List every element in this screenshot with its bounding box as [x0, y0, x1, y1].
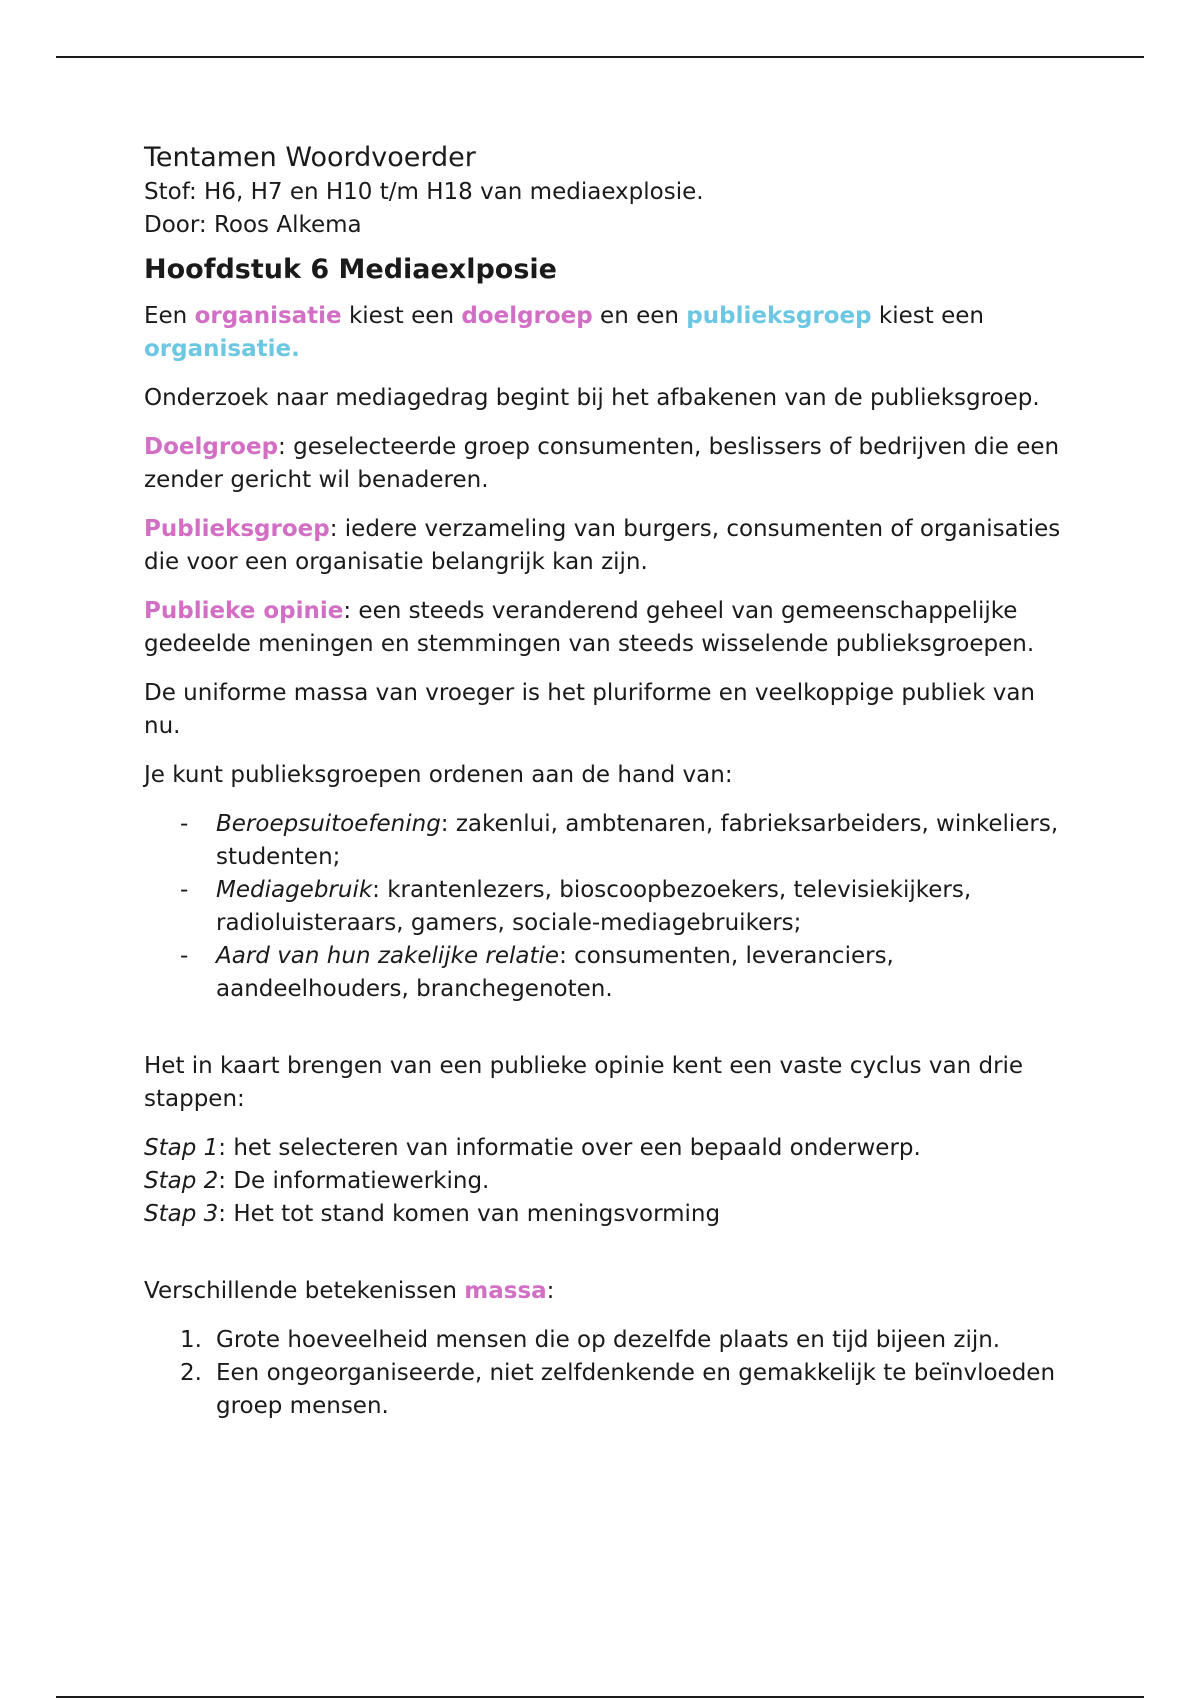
step-line: Stap 3: Het tot stand komen van meningsvorming — [144, 1201, 721, 1227]
list-item: 2. Een ongeorganiseerde, niet zelfdenkende en gemakkelijk te beïnvloeden groep mensen. — [180, 1360, 1056, 1419]
step-line: Stap 2: De informatiewerking. — [144, 1168, 490, 1194]
definition-text: : geselecteerde groep consumenten, beslissers of bedrijven die een zender gericht wil benaderen. — [144, 434, 1060, 493]
document-body — [144, 140, 1074, 1423]
author-line: Door: Roos Alkema — [144, 212, 362, 238]
massa-vroeger-paragraph: De uniforme massa van vroeger is het pluriforme en veelkoppige publiek van nu. — [144, 680, 1035, 739]
list-item: - Aard van hun zakelijke relatie: consumenten, leveranciers, aandeelhouders, branchegenoten. — [144, 940, 1074, 1006]
keyword-organisatie: organisatie — [194, 303, 342, 329]
onderzoek-paragraph: Onderzoek naar mediagedrag begint bij het afbakenen van de publieksgroep. — [144, 385, 1040, 411]
keyword-doelgroep: doelgroep — [461, 303, 593, 329]
definition-text: : een steeds veranderend geheel van gemeenschappelijke gedeelde meningen en stemmingen van steeds wisselende publieksgroepen. — [144, 598, 1035, 657]
definition-publieksgroep — [144, 513, 1074, 579]
list-item: - Beroepsuitoefening: zakenlui, ambtenaren, fabrieksarbeiders, winkeliers, studenten; — [144, 808, 1074, 874]
document-title: Tentamen Woordvoerder — [144, 142, 476, 173]
definition-text: : iedere verzameling van burgers, consumenten of organisaties die voor een organisatie belangrijk kan zijn. — [144, 516, 1061, 575]
keyword-organisatie-2: organisatie. — [144, 336, 300, 362]
massa-lead-paragraph: Verschillende betekenissen massa: — [144, 1278, 555, 1304]
step-line: Stap 1: het selecteren van informatie over een bepaald onderwerp. — [144, 1135, 921, 1161]
stof-line: Stof: H6, H7 en H10 t/m H18 van mediaexplosie. — [144, 179, 704, 205]
intro-paragraph: Een organisatie kiest een doelgroep en een publieksgroep kiest een organisatie. — [144, 303, 984, 362]
cyclus-paragraph: Het in kaart brengen van een publieke opinie kent een vaste cyclus van drie stappen: — [144, 1053, 1024, 1112]
top-rule — [56, 56, 1144, 58]
definition-term: Doelgroep — [144, 434, 279, 460]
massa-list — [144, 1324, 1074, 1423]
list-item: 1. Grote hoeveelheid mensen die op dezelfde plaats en tijd bijeen zijn. — [180, 1327, 1001, 1353]
ordenen-paragraph: Je kunt publieksgroepen ordenen aan de hand van: — [144, 762, 733, 788]
keyword-publieksgroep: publieksgroep — [686, 303, 872, 329]
definition-publieke-opinie — [144, 595, 1074, 661]
list-item: - Mediagebruik: krantenlezers, bioscoopbezoekers, televisiekijkers, radioluisteraars, gamers, sociale-mediagebruikers; — [144, 874, 1074, 940]
definition-term: Publieke opinie — [144, 598, 344, 624]
keyword-massa: massa — [464, 1278, 547, 1304]
definition-term: Publieksgroep — [144, 516, 330, 542]
steps-block — [144, 1132, 1074, 1231]
definition-doelgroep — [144, 431, 1074, 497]
bottom-rule — [56, 1696, 1144, 1698]
chapter-heading: Hoofdstuk 6 Mediaexlposie — [144, 254, 557, 285]
ordening-list — [144, 808, 1074, 1006]
